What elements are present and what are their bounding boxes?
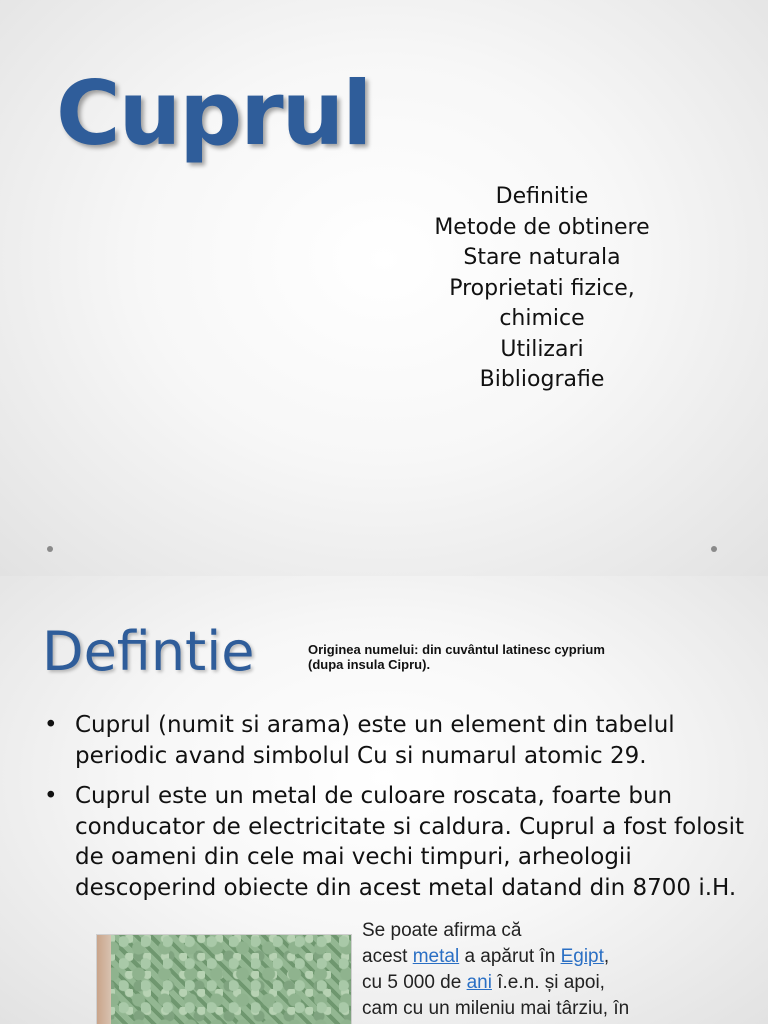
link-metal[interactable]: metal xyxy=(412,946,460,967)
excerpt-text: , xyxy=(603,946,610,967)
table-of-contents xyxy=(392,182,692,396)
slide-title: Defintie xyxy=(42,620,255,683)
slide-definitie xyxy=(0,576,768,1024)
toc-item: Utilizari xyxy=(500,336,584,362)
origin-line: (dupa insula Cipru). xyxy=(308,657,431,672)
bullet-list xyxy=(44,710,744,913)
excerpt-text: cu 5 000 de xyxy=(362,972,467,993)
excerpt-line: Se poate afirma că xyxy=(362,920,522,941)
decor-dot-right xyxy=(711,546,717,552)
photo-edge xyxy=(97,935,111,1024)
excerpt-line xyxy=(362,970,762,996)
toc-item: Definitie xyxy=(495,184,589,209)
toc-item: Stare naturala xyxy=(463,245,621,270)
copper-ore-photo xyxy=(96,934,352,1024)
excerpt-text: acest xyxy=(362,946,413,967)
excerpt-line: cam cu un mileniu mai târziu, în xyxy=(362,998,630,1019)
decor-dot-left xyxy=(47,546,53,552)
bullet-item xyxy=(44,781,744,903)
excerpt-text: î.e.n. și apoi, xyxy=(491,972,605,993)
toc-item: chimice xyxy=(499,306,585,331)
link-ani[interactable]: ani xyxy=(466,972,492,993)
excerpt-line xyxy=(362,944,762,970)
history-excerpt xyxy=(362,918,762,1022)
link-egipt[interactable]: Egipt xyxy=(560,946,604,967)
bullet-marker: • xyxy=(44,712,58,738)
slide-title: Cuprul xyxy=(56,62,371,165)
toc-item: Bibliografie xyxy=(479,367,605,392)
excerpt-text: a apărut în xyxy=(459,946,561,967)
name-origin-note xyxy=(308,642,688,672)
toc-item: Metode de obtinere xyxy=(434,214,650,240)
toc-item: Proprietati fizice, xyxy=(449,275,635,301)
bullet-text: Cuprul (numit si arama) este un element din tabelul periodic avand simbolul Cu si numarul atomic 29. xyxy=(75,712,675,769)
bullet-marker: • xyxy=(44,783,58,809)
bullet-text: Cuprul este un metal de culoare roscata, foarte bun conducator de electricitate si caldura. Cuprul a fost folosit de oameni din cele mai vechi timpuri, arheologii descoperind obiecte din acest metal datand din 8700 i.H. xyxy=(75,783,744,901)
origin-line: Originea numelui: din cuvântul latinesc cyprium xyxy=(308,642,605,657)
bullet-item xyxy=(44,710,744,771)
